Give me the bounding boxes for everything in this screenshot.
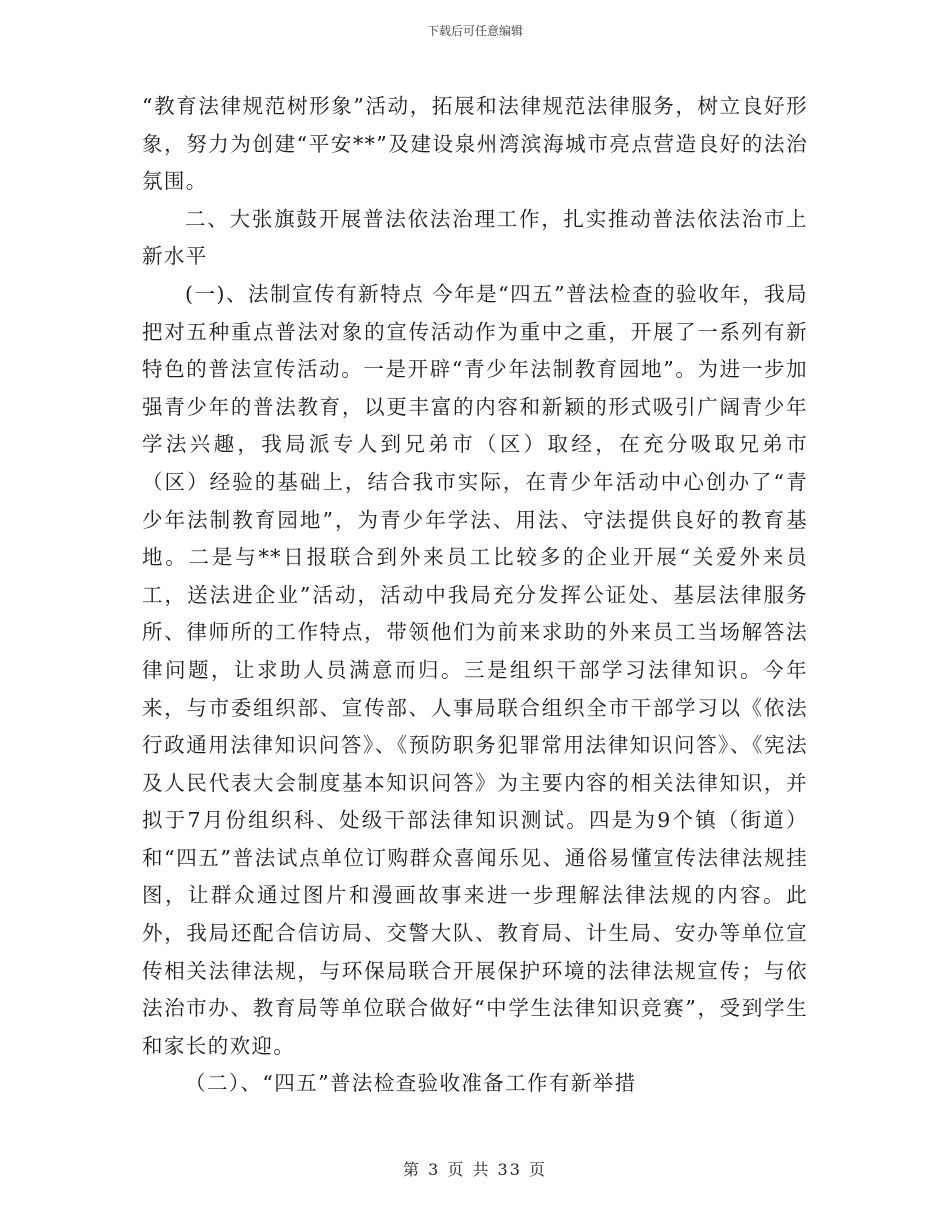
page-number-footer: 第 3 页 共 33 页 (403, 1160, 547, 1179)
paragraph-legal-publicity: (一)、法制宣传有新特点 今年是“四五”普法检查的验收年，我局把对五种重点普法对象的宣传活动作为重中之重，开展了一系列有新特色的普法宣传活动。一是开辟“青少年法制教育园地”。为进一步加强青少年的普法教育，以更丰富的内容和新颖的形式吸引广阔青少年学法兴趣，我局派专人到兄弟市（区）取经，在充分吸取兄弟市（区）经验的基础上，结合我市实际，在青少年活动中心创办了“青少年法制教育园地”，为青少年学法、用法、守法提供良好的教育基地。二是与**日报联合到外来员工比较多的企业开展“关爱外来员工，送法进企业”活动，活动中我局充分发挥公证处、基层法律服务所、律师所的工作特点，带领他们为前来求助的外来员工当场解答法律问题，让求助人员满意而归。三是组织干部学习法律知识。今年来，与市委组织部、宣传部、人事局联合组织全市干部学习以《依法行政通用法律知识问答》、《预防职务犯罪常用法律知识问答》、《宪法及人民代表大会制度基本知识问答》为主要内容的相关法律知识，并拟于7月份组织科、处级干部法律知识测试。四是为9个镇（街道）和“四五”普法试点单位订购群众喜闻乐见、通俗易懂宣传法律法规挂图，让群众通过图片和漫画故事来进一步理解法律法规的内容。此外，我局还配合信访局、交警大队、教育局、计生局、安办等单位宣传相关法律法规，与环保局联合开展保护环境的法律法规宣传；与依法治市办、教育局等单位联合做好“中学生法律知识竞赛”，受到学生和家长的欢迎。 (142, 281, 808, 1058)
subsection-heading-2: （二）、“四五”普法检查验收准备工作有新举措 (185, 1071, 637, 1096)
document-body (142, 88, 808, 1103)
page-header-note: 下载后可任意编辑 (426, 24, 523, 38)
section-heading-2: 二、大张旗鼓开展普法依法治理工作，扎实推动普法依法治市上新水平 (142, 206, 808, 269)
paragraph-intro-continuation: “教育法律规范树形象”活动，拓展和法律规范法律服务，树立良好形象，努力为创建“平安**”及建设泉州湾滨海城市亮点营造良好的法治氛围。 (142, 94, 808, 194)
